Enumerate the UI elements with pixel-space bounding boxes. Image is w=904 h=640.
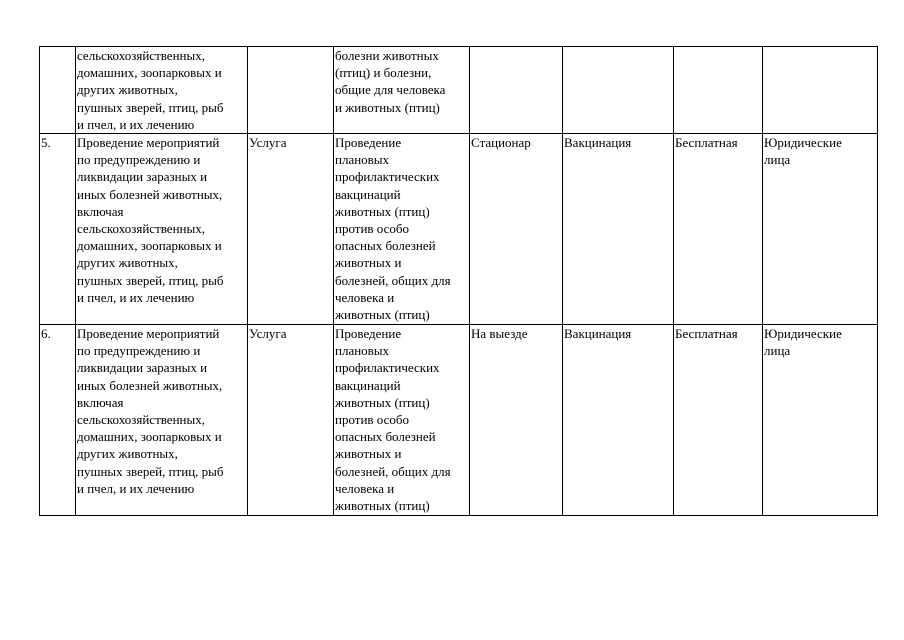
cell-number: 5. xyxy=(40,134,76,325)
cell-payment: Бесплатная xyxy=(674,134,763,325)
table-row xyxy=(40,47,878,134)
cell-procedure: Вакцинация xyxy=(563,325,674,516)
cell-number: 6. xyxy=(40,325,76,516)
cell-payment xyxy=(674,47,763,134)
services-table xyxy=(39,46,878,516)
cell-description: Проведение мероприятий по предупреждению и ликвидации заразных и иных болезней животных, включая сельскохозяйственных, домашних, зоопарковых и других животных, пушных зверей, птиц, рыб и пчел, и их лечению xyxy=(76,134,248,325)
cell-number xyxy=(40,47,76,134)
cell-recipient xyxy=(763,47,878,134)
cell-kind xyxy=(248,47,334,134)
cell-place xyxy=(470,47,563,134)
table-row xyxy=(40,325,878,516)
cell-detail: Проведение плановых профилактических вакцинаций животных (птиц) против особо опасных болезней животных и болезней, общих для человека и животных (птиц) xyxy=(334,325,470,516)
cell-procedure: Вакцинация xyxy=(563,134,674,325)
cell-recipient: Юридические лица xyxy=(763,325,878,516)
cell-place: На выезде xyxy=(470,325,563,516)
table-row xyxy=(40,134,878,325)
cell-detail: Проведение плановых профилактических вакцинаций животных (птиц) против особо опасных болезней животных и болезней, общих для человека и животных (птиц) xyxy=(334,134,470,325)
cell-kind: Услуга xyxy=(248,325,334,516)
cell-procedure xyxy=(563,47,674,134)
cell-kind: Услуга xyxy=(248,134,334,325)
cell-place: Стационар xyxy=(470,134,563,325)
cell-description: сельскохозяйственных, домашних, зоопарковых и других животных, пушных зверей, птиц, рыб и пчел, и их лечению xyxy=(76,47,248,134)
cell-payment: Бесплатная xyxy=(674,325,763,516)
cell-description: Проведение мероприятий по предупреждению и ликвидации заразных и иных болезней животных, включая сельскохозяйственных, домашних, зоопарковых и других животных, пушных зверей, птиц, рыб и пчел, и их лечению xyxy=(76,325,248,516)
cell-recipient: Юридические лица xyxy=(763,134,878,325)
cell-detail: болезни животных (птиц) и болезни, общие для человека и животных (птиц) xyxy=(334,47,470,134)
